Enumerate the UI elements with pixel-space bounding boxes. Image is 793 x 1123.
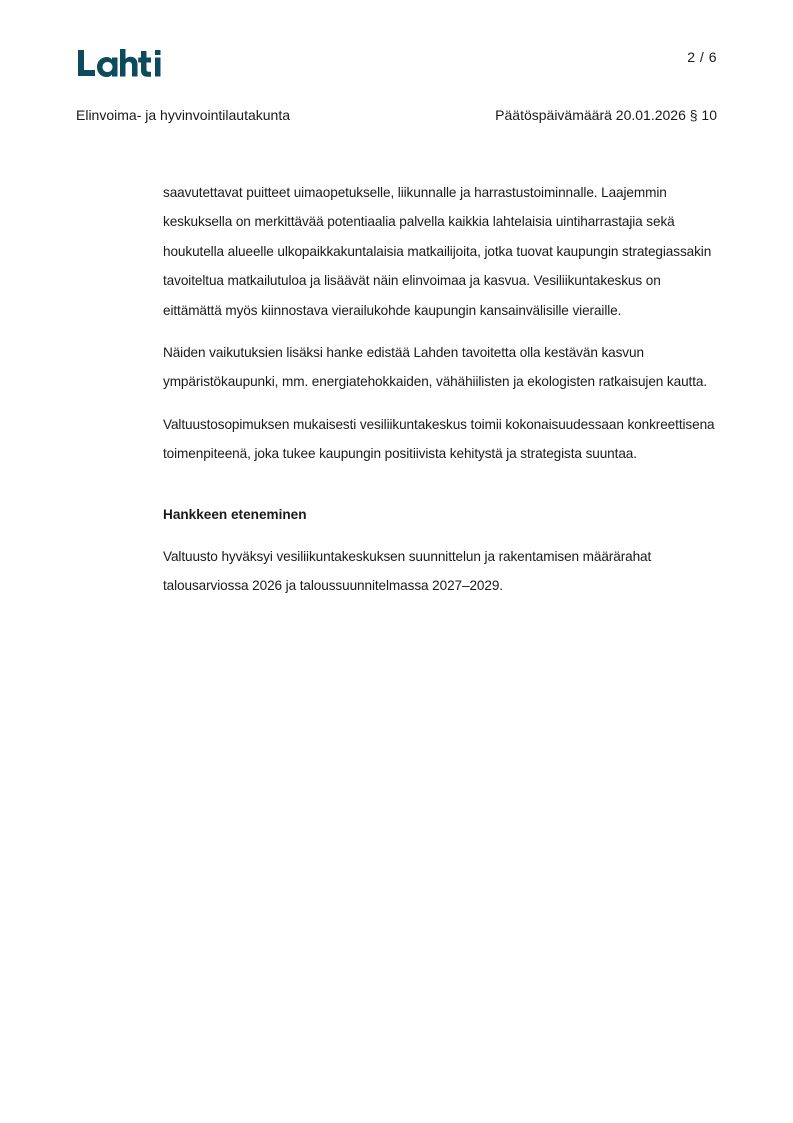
body-paragraph: Valtuusto hyväksyi vesiliikuntakeskuksen suunnittelun ja rakentamisen määrärahat talousarviossa 2026 ja taloussuunnitelmassa 2027–2029.	[163, 549, 652, 594]
body-paragraph: saavutettavat puitteet uimaopetukselle, liikunnalle ja harrastustoiminnalle. Laajemmin keskuksella on merkittävää potentiaalia palvella kaikkia lahtelaisia uintiharrastajia sekä houkutella alueelle ulkopaikkakuntalaisia matkailijoita, jotka tuovat kaupungin strategiassakin tavoiteltua matkailutuloa ja lisäävät näin elinvoimaa ja kasvua. Vesiliikuntakeskus on eittämättä myös kiinnostava vierailukohde kaupungin kansainvälisille vieraille.	[163, 185, 712, 318]
section-heading: Hankkeen eteneminen	[163, 506, 307, 522]
decision-date: Päätöspäivämäärä 20.01.2026 § 10	[495, 107, 717, 123]
lahti-logo	[75, 46, 167, 82]
committee-name: Elinvoima- ja hyvinvointilautakunta	[76, 107, 290, 123]
body-paragraph: Valtuustosopimuksen mukaisesti vesiliikuntakeskus toimii kokonaisuudessaan konkreettisena toimenpiteenä, joka tukee kaupungin positiivista kehitystä ja strategista suuntaa.	[163, 416, 715, 462]
lahti-logo-mark	[75, 46, 167, 82]
document-body	[163, 178, 723, 614]
page-number: 2 / 6	[687, 49, 717, 65]
body-paragraph: Näiden vaikutuksien lisäksi hanke edistää Lahden tavoitetta olla kestävän kasvun ympäristökaupunki, mm. energiatehokkaiden, vähähiilisten ja ekologisten ratkaisujen kautta.	[163, 345, 708, 390]
